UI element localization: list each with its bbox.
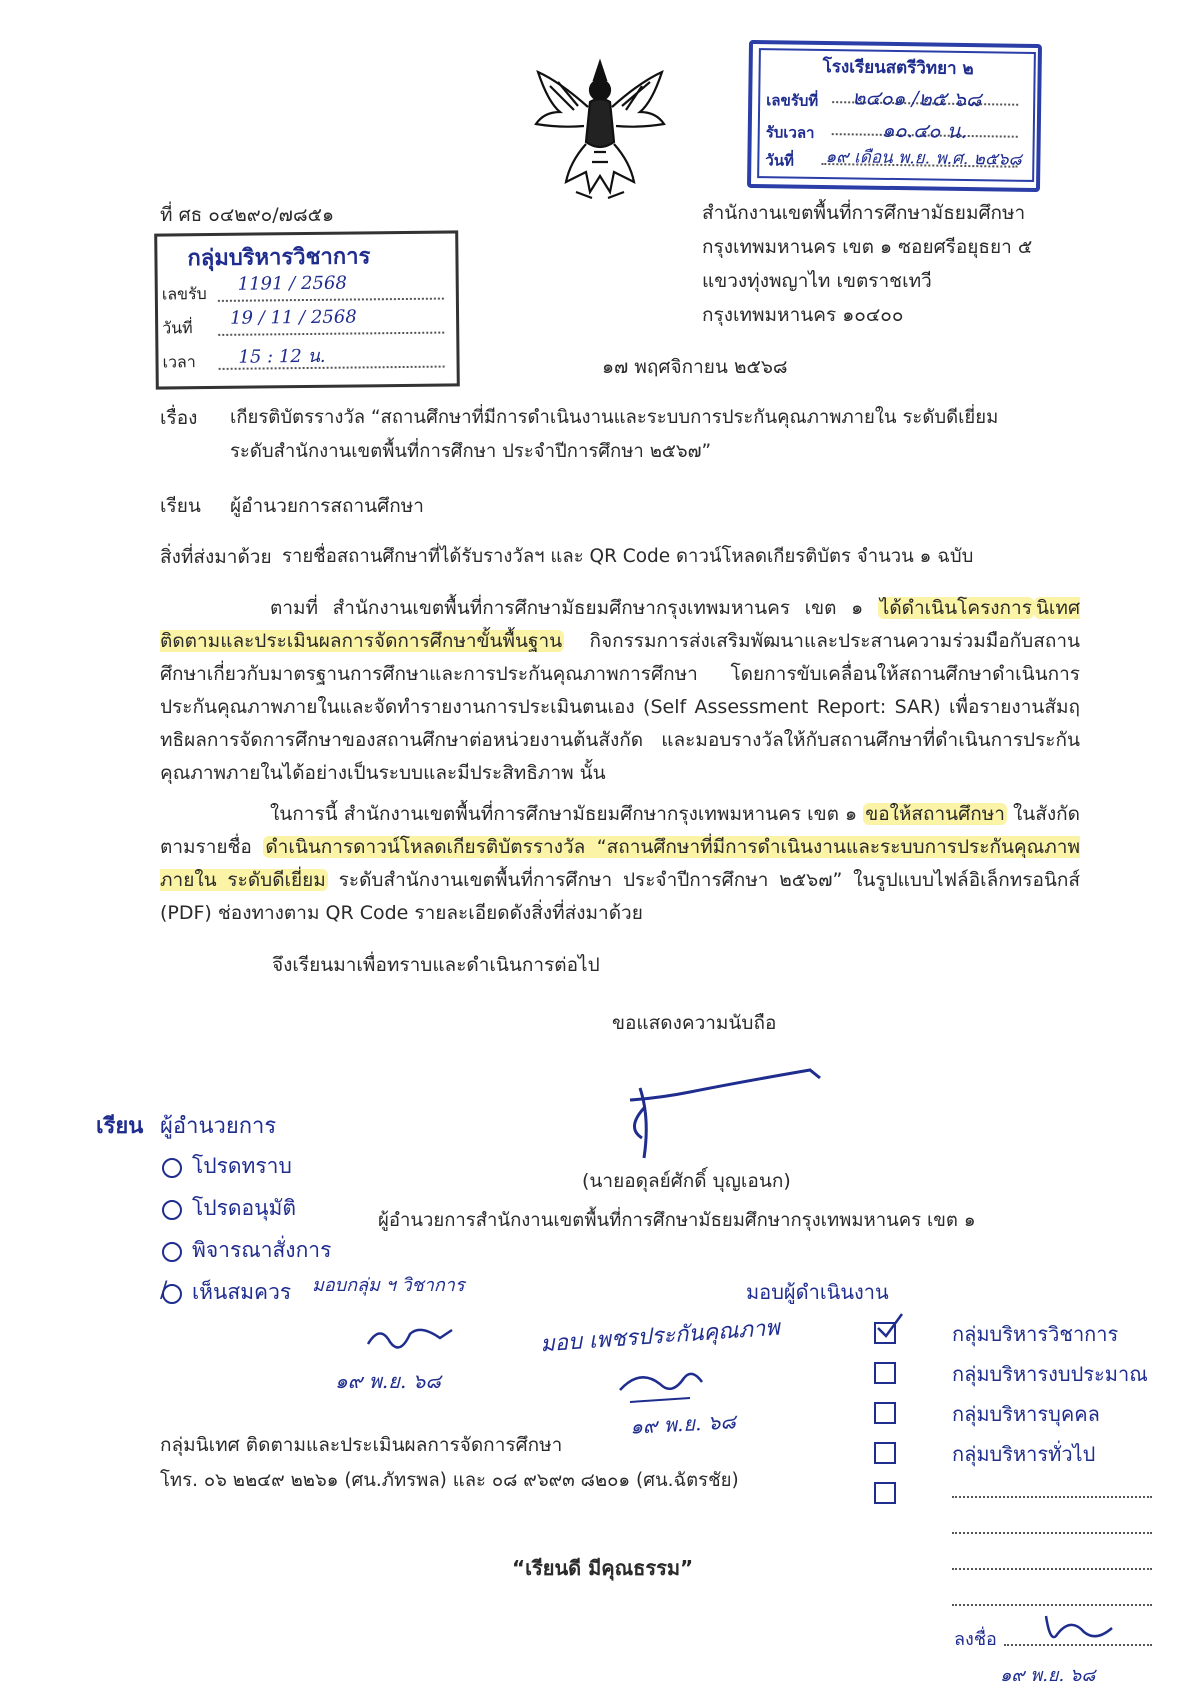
option-circle-icon xyxy=(162,1242,182,1262)
receipt-stamp-school xyxy=(747,40,1042,192)
stamp-org: โรงเรียนสตรีวิทยา ๒ xyxy=(822,56,974,80)
stamp-date-value: ๑๙ เดือน พ.ย. พ.ศ. ๒๕๖๘ xyxy=(825,147,1022,170)
memo-to-label: เรียน xyxy=(96,1113,144,1139)
assign-item: กลุ่มบริหารวิชาการ xyxy=(952,1322,1119,1346)
closing-text: จึงเรียนมาเพื่อทราบและดำเนินการต่อไป xyxy=(272,954,600,976)
memo-to-value: ผู้อำนวยการ xyxy=(160,1114,277,1139)
stamp-time-value: 15 : 12 น. xyxy=(238,345,326,368)
enclosure-value: รายชื่อสถานศึกษาที่ได้รับรางวัลฯ และ QR Code ดาวน์โหลดเกียรติบัตร จำนวน ๑ ฉบับ xyxy=(282,546,974,567)
stamp-time-label: เวลา xyxy=(162,352,196,372)
assign-dotted-line xyxy=(952,1496,1152,1498)
signer-name: (นายอดุลย์ศักดิ์ บุญเอนก) xyxy=(582,1170,791,1192)
para2-intro: ในการนี้ สำนักงานเขตพื้นที่การศึกษามัธยมศึกษากรุงเทพมหานคร เขต ๑ xyxy=(270,803,858,825)
footer-dept: กลุ่มนิเทศ ติดตามและประเมินผลการจัดการศึกษา xyxy=(160,1434,563,1456)
stamp-time-value: ๑๐.๔๐ น. xyxy=(881,117,967,144)
assign-signature xyxy=(1040,1606,1120,1646)
office-address xyxy=(702,196,1032,332)
office-line: สำนักงานเขตพื้นที่การศึกษามัธยมศึกษา xyxy=(702,202,1026,224)
office-line: แขวงทุ่งพญาไท เขตราชเทวี xyxy=(702,270,932,292)
assign-sign-label: ลงชื่อ xyxy=(954,1629,997,1650)
assign-item: กลุ่มบริหารงบประมาณ xyxy=(952,1362,1148,1386)
memo-option: โปรดทราบ xyxy=(162,1150,292,1183)
subject-label: เรื่อง xyxy=(160,407,198,429)
subject-line-1: เกียรติบัตรรางวัล “สถานศึกษาที่มีการดำเนินงานและระบบการประกันคุณภาพภายใน ระดับดีเยี่ยม xyxy=(230,407,999,428)
order-note-text: มอบ เพชรประกันคุณภาพ xyxy=(539,1315,781,1358)
highlight-text: นิเทศ ติดตามและประเมินผลการจัดการศึกษาขั้นพื้นฐาน xyxy=(160,597,1081,652)
checked-circle-icon: / xyxy=(162,1284,182,1304)
assign-date: ๑๙ พ.ย. ๖๘ xyxy=(1000,1665,1096,1686)
subject-line-2: ระดับสำนักงานเขตพื้นที่การศึกษา ประจำปีการศึกษา ๒๕๖๗” xyxy=(230,441,712,462)
assign-dotted-line xyxy=(952,1532,1152,1534)
memo-date: ๑๙ พ.ย. ๖๘ xyxy=(335,1369,441,1393)
office-line: กรุงเทพมหานคร เขต ๑ ซอยศรีอยุธยา ๕ xyxy=(702,236,1033,258)
highlight-text: ดำเนินการดาวน์โหลดเกียรติบัตรรางวัล “สถานศึกษาที่มีการดำเนินงานและระบบการประกันคุณภาพภายใน ระดับดีเยี่ยม xyxy=(160,836,1080,891)
memo-option-checked: / เห็นสมควร xyxy=(160,1277,292,1304)
memo-option: พิจารณาสั่งการ xyxy=(162,1234,331,1267)
stamp-no-label: เลขรับ xyxy=(161,284,207,304)
order-note-signature xyxy=(610,1360,710,1410)
para1-intro: ตามที่ สำนักงานเขตพื้นที่การศึกษามัธยมศึกษากรุงเทพมหานคร เขต ๑ xyxy=(270,597,864,619)
stamp-date-label: วันที่ xyxy=(162,318,193,338)
stamp-time-label: รับเวลา xyxy=(765,123,815,142)
para1-rest: กิจกรรมการส่งเสริมพัฒนาและประสานความร่วมมือกับสถานศึกษาเกี่ยวกับมาตรฐานการศึกษาและการประกันคุณภาพการศึกษา โดยการขับเคลื่อนให้สถานศึกษาดำเนินการประกันคุณภาพภายในและจัดทำรายงานการประเมินตนเอง (Self Assessment Report: SAR) เพื่อรายงานสัมฤทธิผลการจัดการศึกษาของสถานศึกษาต่อหน่วยงานต้นสังกัด และมอบรางวัลให้กับสถานศึกษาที่ดำเนินการประกันคุณภาพภายในได้อย่างเป็นระบบและมีประสิทธิภาพ นั้น xyxy=(160,630,1080,784)
stamp-no-value: ๒๔๐๑ /๒๕ ๖๘ xyxy=(852,85,982,112)
assign-checkbox xyxy=(874,1362,896,1384)
stamp-date-label: วันที่ xyxy=(765,151,795,170)
assign-checkbox xyxy=(874,1442,896,1464)
assign-item: กลุ่มบริหารทั่วไป xyxy=(952,1442,1096,1466)
signer-position: ผู้อำนวยการสำนักงานเขตพื้นที่การศึกษามัธยมศึกษากรุงเทพมหานคร เขต ๑ xyxy=(378,1210,976,1231)
stamp-no-label: เลขรับที่ xyxy=(766,91,819,110)
assign-checkbox-checked xyxy=(874,1322,896,1344)
assign-item: กลุ่มบริหารบุคคล xyxy=(952,1402,1100,1426)
office-line: กรุงเทพมหานคร ๑๐๔๐๐ xyxy=(702,304,904,326)
to-value: ผู้อำนวยการสถานศึกษา xyxy=(230,495,424,517)
memo-initial-signature xyxy=(360,1320,460,1360)
to-label: เรียน xyxy=(160,495,201,517)
para2-mid: ในสังกัดตามรายชื่อ xyxy=(160,803,1080,858)
director-signature xyxy=(620,1048,840,1168)
body-paragraph-1 xyxy=(160,592,1080,790)
garuda-emblem xyxy=(530,52,670,212)
receipt-stamp-academic xyxy=(154,230,460,389)
body-paragraph-2 xyxy=(160,798,1080,930)
assign-checkbox xyxy=(874,1402,896,1424)
memo-checked-note: มอบกลุ่ม ฯ วิชาการ xyxy=(312,1275,465,1296)
highlight-text: ได้ดำเนินโครงการ xyxy=(879,597,1032,619)
assign-checkbox xyxy=(874,1482,896,1504)
order-note-date: ๑๙ พ.ย. ๖๘ xyxy=(629,1409,737,1439)
highlight-text: ขอให้สถานศึกษา xyxy=(865,803,1005,825)
footer-phone: โทร. ๐๖ ๒๒๔๙ ๒๒๖๑ (ศน.ภัทรพล) และ ๐๘ ๙๖๙๓ ๘๒๐๑ (ศน.ฉัตรชัย) xyxy=(160,1470,739,1491)
para2-rest: ระดับสำนักงานเขตพื้นที่การศึกษา ประจำปีการศึกษา ๒๕๖๗” ในรูปแบบไฟล์อิเล็กทรอนิกส์ (PDF) ช่องทางตาม QR Code รายละเอียดดังสิ่งที่ส่งมาด้วย xyxy=(160,869,1080,924)
enclosure-label: สิ่งที่ส่งมาด้วย xyxy=(160,546,272,568)
reference-number: ที่ ศธ ๐๔๒๙๐/๗๘๕๑ xyxy=(160,204,335,226)
stamp-org: กลุ่มบริหารวิชาการ xyxy=(187,243,371,272)
assign-dotted-line xyxy=(952,1568,1152,1570)
stamp-no-value: 1191 / 2568 xyxy=(237,272,347,295)
letter-date: ๑๗ พฤศจิกายน ๒๕๖๘ xyxy=(602,356,788,378)
assign-title: มอบผู้ดำเนินงาน xyxy=(746,1280,889,1304)
regards-text: ขอแสดงความนับถือ xyxy=(612,1012,777,1034)
footer-motto: “เรียนดี มีคุณธรรม” xyxy=(512,1556,694,1580)
option-circle-icon xyxy=(162,1158,182,1178)
memo-option: โปรดอนุมัติ xyxy=(162,1192,296,1225)
stamp-date-value: 19 / 11 / 2568 xyxy=(229,306,357,329)
option-circle-icon xyxy=(162,1200,182,1220)
